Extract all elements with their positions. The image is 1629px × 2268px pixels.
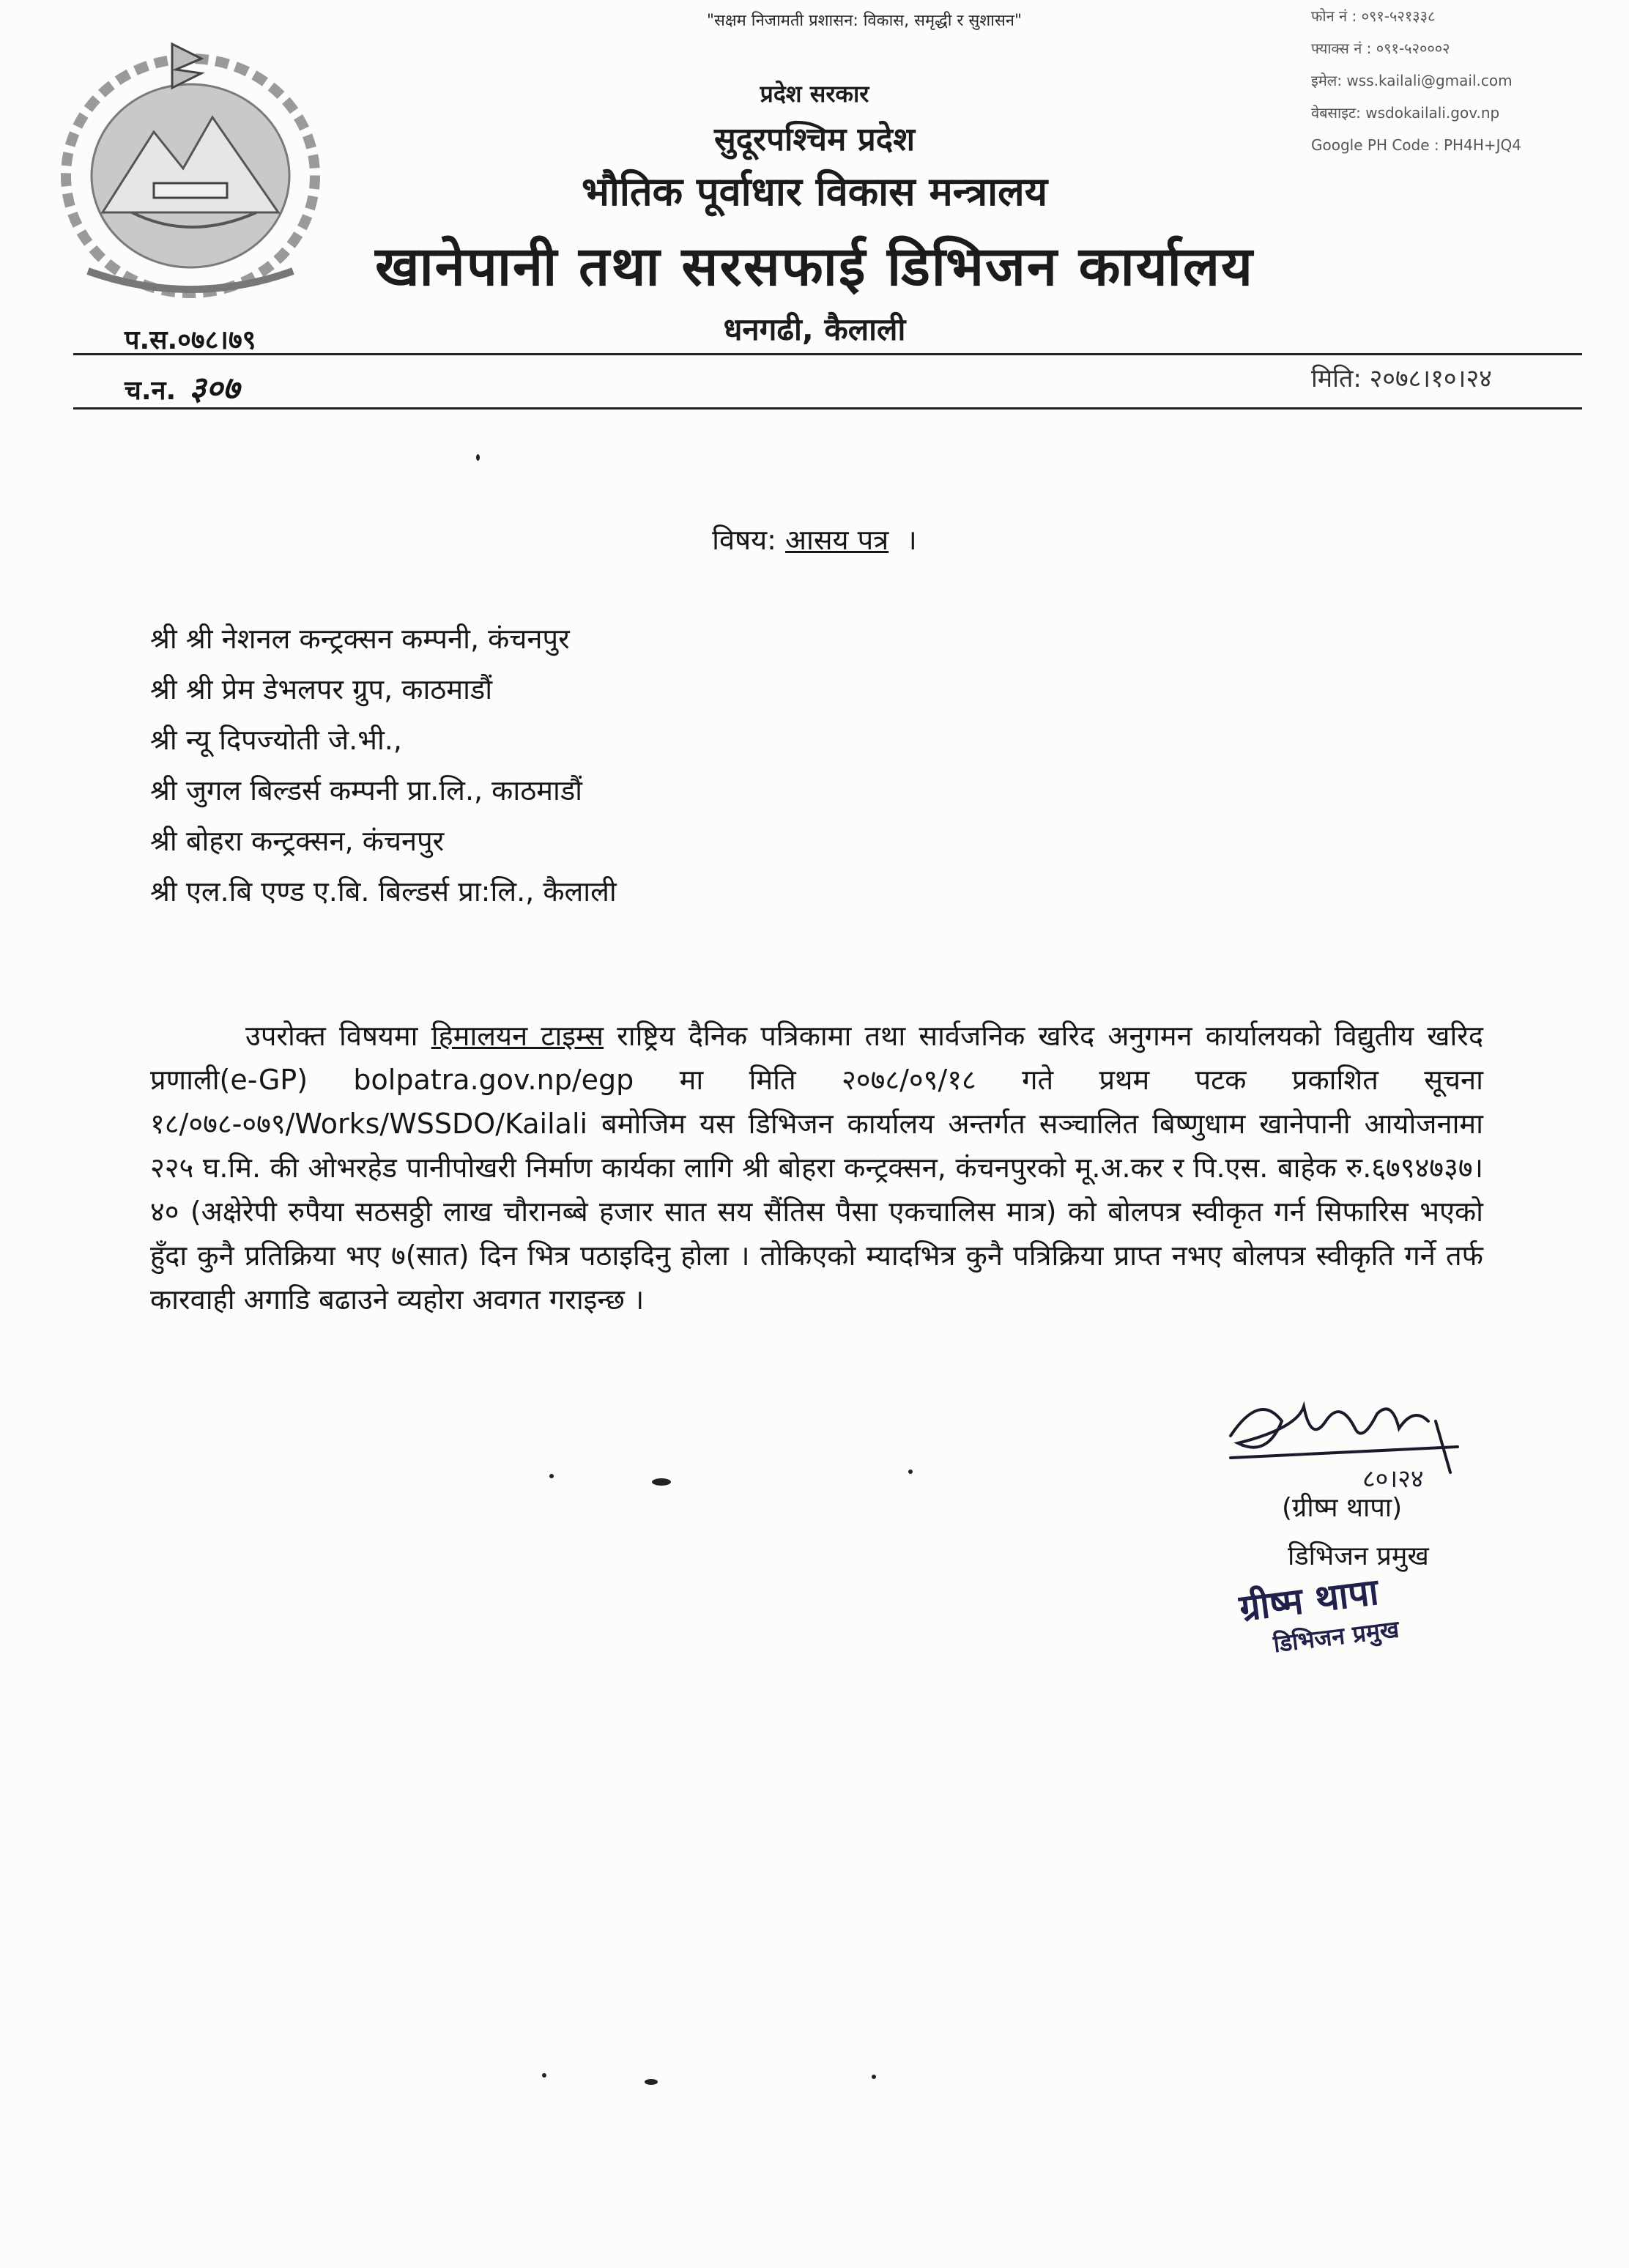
subject-label: विषय: bbox=[712, 524, 776, 556]
subject-line bbox=[0, 520, 1629, 558]
subject-text: आसय पत्र bbox=[785, 524, 889, 556]
addressee-list bbox=[150, 614, 617, 917]
body-part-1: उपरोक्त विषयमा bbox=[245, 1020, 431, 1052]
dispatch-value: ३०७ bbox=[189, 370, 240, 407]
header-divider-top bbox=[73, 353, 1582, 355]
signature-date: ८०।२४ bbox=[1362, 1464, 1424, 1494]
government-label: प्रदेश सरकार bbox=[760, 80, 869, 108]
website: वेबसाइट: wsdokailali.gov.np bbox=[1311, 104, 1500, 122]
scan-speck bbox=[652, 1478, 671, 1486]
newspaper-name: हिमालयन टाइम्स bbox=[431, 1020, 604, 1052]
scan-speck bbox=[908, 1470, 913, 1474]
scan-speck bbox=[872, 2075, 876, 2079]
phone-number: फोन नं : ०९१-५२१३३८ bbox=[1311, 7, 1436, 25]
google-plus-code: Google PH Code : PH4H+JQ4 bbox=[1311, 136, 1521, 154]
body-part-2: राष्ट्रिय दैनिक पत्रिकामा तथा सार्वजनिक खरिद अनुगमन कार्यालयको विद्युतीय खरिद प्रणाली(e-GP) bolpatra.gov.np/egp मा मिति २०७८/०९/१८ गते प्रथम पटक प्रकाशित सूचना १८/०७८-०७९/Works/WSSDO/Kailali बमोजिम यस डिभिजन कार्यालय अन्तर्गत सञ्चालित बिष्णुधाम खानेपानी आयोजनामा २२५ घ.मि. की ओभरहेड पानीपोखरी निर्माण कार्यका लागि श्री बोहरा कन्ट्रक्सन, कंचनपुरको मू.अ.कर र पि.एस. बाहेक रु.६७९४७३७।४० (अक्षेरेपी रुपैया सठसठ्ठी लाख चौरानब्बे हजार सात सय सैंतिस पैसा एकचालिस मात्र) को बोलपत्र स्वीकृत गर्न सिफारिस भएको हुँदा कुनै प्रतिक्रिया भए ७(सात) दिन भित्र पठाइदिनु होला । तोकिएको म्यादभित्र कुनै पत्रिक्रिया प्राप्त नभए बोलपत्र स्वीकृति गर्ने तर्फ कारवाही अगाडि बढाउने व्यहोरा अवगत गराइन्छ । bbox=[150, 1020, 1484, 1316]
signatory-name: (ग्रीष्म थापा) bbox=[1282, 1493, 1403, 1523]
name-stamp bbox=[1236, 1563, 1400, 1663]
dispatch-number bbox=[125, 365, 240, 409]
letter-body bbox=[150, 1014, 1483, 1322]
addressee-item: श्री श्री प्रेम डेभलपर ग्रुप, काठमाडौं bbox=[150, 673, 493, 705]
addressee-item: श्री बोहरा कन्ट्रक्सन, कंचनपुर bbox=[150, 825, 445, 857]
stamp-title: डिभिजन प्रमुख bbox=[1272, 1615, 1401, 1659]
fax-number: फ्याक्स नं : ०९१-५२०००२ bbox=[1311, 40, 1450, 57]
addressee-item: श्री न्यू दिपज्योती जे.भी., bbox=[150, 724, 402, 756]
addressee-item: श्री श्री नेशनल कन्ट्रक्सन कम्पनी, कंचनपुर bbox=[150, 623, 570, 655]
scan-speck bbox=[476, 454, 480, 461]
signatory-title: डिभिजन प्रमुख bbox=[1288, 1541, 1429, 1571]
dispatch-label: च.न. bbox=[125, 376, 177, 406]
subject-end: । bbox=[906, 524, 917, 556]
addressee-item: श्री जुगल बिल्डर्स कम्पनी प्रा.लि., काठमाडौं bbox=[150, 774, 583, 807]
province-label: सुदूरपश्चिम प्रदेश bbox=[713, 121, 916, 158]
scan-speck bbox=[542, 2073, 546, 2078]
motto: "सक्षम निजामती प्रशासन: विकास, समृद्धी र सुशासन" bbox=[706, 12, 1023, 30]
addressee-item: श्री एल.बि एण्ड ए.बि. बिल्डर्स प्रा:लि., कैलाली bbox=[150, 875, 617, 908]
header-divider-bottom bbox=[73, 407, 1582, 410]
office-location: धनगढी, कैलाली bbox=[723, 311, 906, 347]
scan-speck bbox=[645, 2079, 658, 2085]
reference-number: प.स.०७८।७९ bbox=[125, 325, 256, 355]
ministry-name: भौतिक पूर्वाधार विकास मन्त्रालय bbox=[581, 168, 1048, 215]
signature-mark bbox=[1216, 1377, 1480, 1494]
stamp-name: ग्रीष्म थापा bbox=[1236, 1569, 1381, 1630]
scan-speck bbox=[549, 1474, 554, 1478]
office-name: खानेपानी तथा सरसफाई डिभिजन कार्यालय bbox=[375, 235, 1254, 298]
letter-date: मिति: २०७८।१०।२४ bbox=[1311, 364, 1492, 393]
email-address: इमेल: wss.kailali@gmail.com bbox=[1311, 72, 1513, 89]
